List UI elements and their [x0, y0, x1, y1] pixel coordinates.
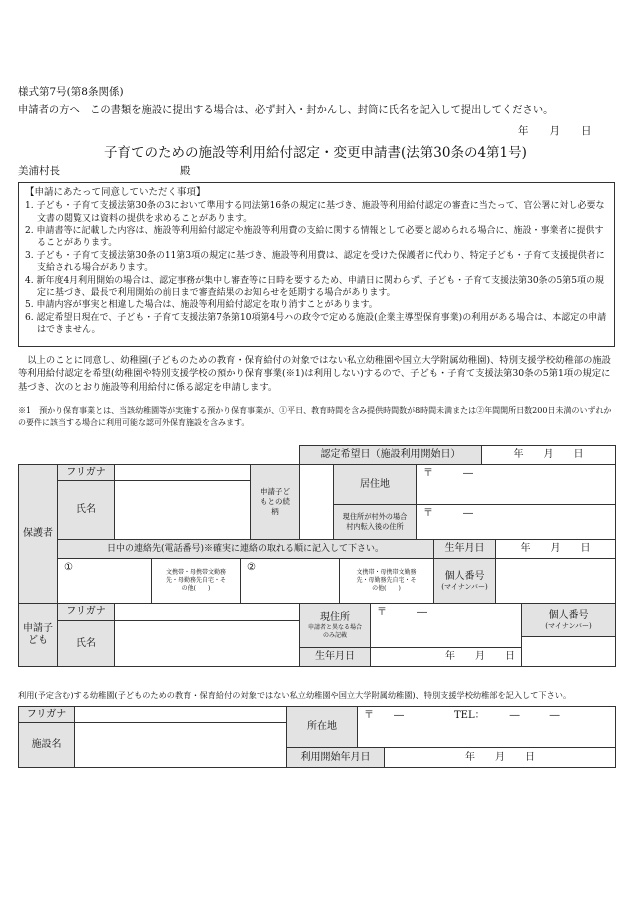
guardian-label: 保護者	[18, 464, 58, 604]
contact-1-type-options: 文携帯・母携帯文勤務先・母勤務先自宅・その他( )	[165, 568, 226, 593]
facility-intro: 利用(予定含む)する幼稚園(子どものための教育・保育給付の対象ではない私立幼稚園や国立大学附属幼稚園)、特別支援学校幼稚部を記入して下さい。	[18, 690, 572, 700]
child-personal-no-input[interactable]	[521, 636, 616, 667]
footnote: ※1 預かり保育事業とは、当該幼稚園等が実施する預かり保育事業が、①平日、教育時間を含み提供時間数が8時間未満または②年間開所日数200日未満のいずれかの要件に該当する場合に利用可能な認可外保育施設を含みます。	[18, 406, 612, 427]
child-name-label: 氏名	[57, 620, 115, 667]
relation-input[interactable]	[299, 464, 334, 540]
child-address-label	[299, 603, 371, 648]
child-address-note: 申請者と異なる場合のみ記載	[308, 623, 363, 639]
guardian-birth-label: 生年月日	[433, 539, 496, 559]
facility-start-blank: 年 月 日	[465, 751, 535, 763]
contact-1-type[interactable]	[151, 558, 241, 604]
guardian-birth-input[interactable]	[495, 539, 616, 559]
notice-item: 2. 申請書等に記載した内容は、施設等利用給付認定や施設等利用費の支給に関する情報として必要と認められる場合に、施設・事業者に提供することがあります。	[25, 225, 604, 249]
child-birth-label: 生年月日	[299, 647, 371, 667]
notice-heading: 【申請にあたって同意していただく事項】	[25, 187, 206, 198]
child-postal-mark: 〒 ―	[377, 607, 427, 618]
guardian-name-label: 氏名	[57, 480, 115, 540]
child-birth-blank: 年 月 日	[445, 651, 515, 662]
notice-item: 5. 申請内容が事実と相違した場合は、施設等利用給付認定を取り消すことがあります。	[25, 300, 378, 311]
consent-notice-box	[18, 182, 615, 347]
address-label: 居住地	[333, 464, 417, 505]
facility-start-label: 利用開始年月日	[286, 747, 385, 768]
notice-item: 4. 新年度4月利用開始の場合は、認定事務が集中し審査等に日時を要するため、申請日に関わらず、子ども・子育て支援法第30条の5第5項の規定に基づき、最長で利用開始の前日まで審査結果のお知らせを延期する場合があります。	[25, 275, 605, 298]
contact-2-type[interactable]	[339, 558, 434, 604]
submission-date[interactable]: 年 月 日	[518, 125, 592, 137]
facility-furigana-label: フリガナ	[18, 706, 75, 723]
outside-village-input[interactable]	[416, 504, 616, 540]
page-title: 子育てのための施設等利用給付認定・変更申請書(法第30条の4第1号)	[104, 145, 527, 161]
facility-name-label: 施設名	[18, 722, 75, 768]
contact-2-type-options: 文携帯・母携帯文勤務先・母勤務先自宅・その他( )	[356, 568, 417, 593]
notice-item: 1. 子ども・子育て支援法第30条の3において準用する同法第16条の規定に基づき、施設等利用給付認定の審査に当たって、官公署に対し必要な文書の閲覧又は資料の提供を求めることがあります。	[25, 201, 605, 224]
guardian-personal-no-label	[433, 558, 496, 604]
contact-label: 日中の連絡先(電話番号)※確実に連絡の取れる順に記入して下さい。	[57, 539, 434, 559]
notice-item: 6. 認定希望日現在で、子ども・子育て支援法第7条第10項第4号ハの政令で定める施設(企業主導型保育事業)の利用がある場合は、本認定の申請はできません。	[25, 312, 607, 336]
outside-postal-mark: 〒 ―	[423, 508, 473, 519]
guardian-name-input[interactable]	[114, 480, 251, 540]
form-number: 様式第7号(第8条関係)	[18, 86, 124, 98]
facility-start-input[interactable]	[384, 747, 616, 768]
address-input[interactable]	[416, 464, 616, 505]
guardian-furigana-input[interactable]	[114, 464, 251, 481]
child-name-input[interactable]	[114, 620, 300, 667]
guardian-personal-no-text: 個人番号	[444, 570, 485, 582]
contact-2-marker: ②	[247, 562, 256, 573]
relation-label: 申請子どもとの続柄	[250, 464, 300, 540]
child-address-input[interactable]	[370, 603, 522, 648]
addressee: 美浦村長	[18, 165, 60, 177]
facility-location-input[interactable]	[357, 706, 616, 748]
facility-furigana-input[interactable]	[74, 706, 287, 723]
child-furigana-label: フリガナ	[57, 603, 115, 621]
contact-1-input[interactable]	[57, 558, 152, 604]
facility-name-input[interactable]	[74, 722, 287, 768]
facility-location-label: 所在地	[286, 706, 358, 748]
applicant-notice: 申請者の方へ この書類を施設に提出する場合は、必ず封入・封かんし、封筒に氏名を記入して提出してください。	[18, 104, 554, 116]
child-birth-input[interactable]	[370, 647, 522, 667]
child-personal-no-text: 個人番号	[548, 609, 589, 621]
guardian-furigana-label: フリガナ	[57, 464, 115, 481]
facility-postal-tel: 〒 ― TEL： ― ―	[364, 710, 560, 721]
contact-1-marker: ①	[64, 562, 73, 573]
desired-date-label: 認定希望日（施設利用開始日）	[299, 445, 482, 465]
desired-date-blank: 年 月 日	[513, 449, 584, 460]
honorific: 殿	[180, 165, 191, 177]
child-address-text: 現住所	[320, 611, 350, 623]
child-furigana-input[interactable]	[114, 603, 300, 621]
guardian-personal-no-input[interactable]	[495, 558, 616, 604]
guardian-birth-blank: 年 月 日	[520, 543, 591, 554]
outside-village-label: 現住所が村外の場合村内転入後の住所	[333, 504, 417, 540]
address-postal-mark: 〒 ―	[423, 468, 473, 479]
guardian-my-number-text: (マイナンバー)	[441, 582, 488, 591]
notice-item: 3. 子ども・子育て支援法第30条の11第3項の規定に基づき、施設等利用費は、認定を受けた保護者に代わり、特定子ども・子育て支援提供者に支給される場合があります。	[25, 250, 605, 274]
child-my-number-text: (マイナンバー)	[545, 621, 592, 630]
child-personal-no-label	[521, 603, 616, 637]
consent-paragraph: 以上のことに同意し、幼稚園(子どものための教育・保育給付の対象ではない私立幼稚園や国立大学附属幼稚園)、特別支援学校幼稚部の施設等利用給付認定を希望(幼稚園や特別支援学校の預かり保育事業(※1)は利用しない)するので、子ども・子育て支援法第30条の5第1項の規定に基づき、次のとおり施設等利用給付に係る認定を申請します。	[18, 355, 611, 393]
desired-date-field[interactable]	[481, 445, 616, 465]
child-label: 申請子ども	[18, 603, 58, 667]
contact-2-input[interactable]	[240, 558, 340, 604]
